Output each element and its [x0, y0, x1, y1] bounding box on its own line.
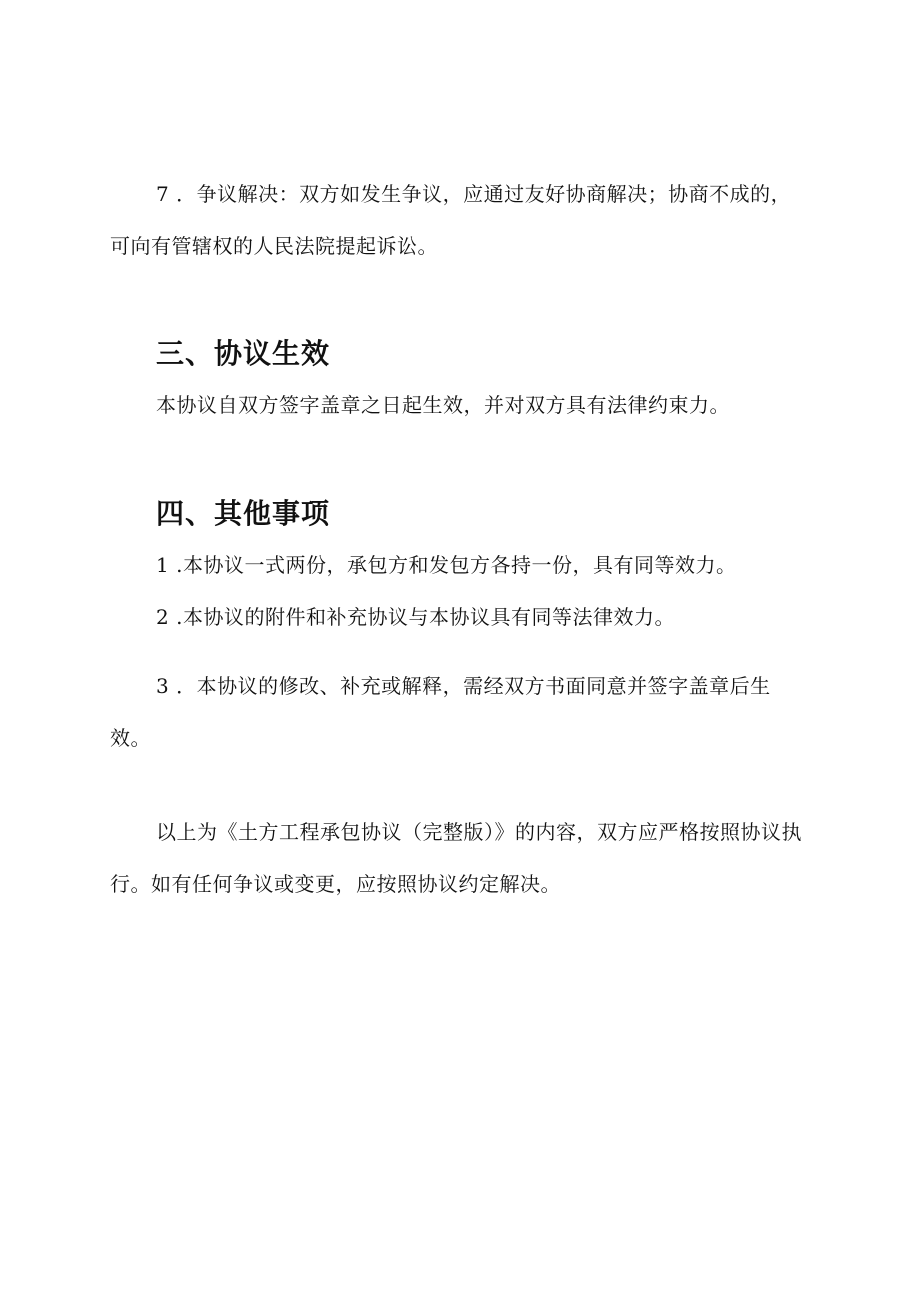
section-4-item-1: 1 .本协议一式两份，承包方和发包方各持一份，具有同等效力。 [156, 553, 737, 577]
section-3-body: 本协议自双方签字盖章之日起生效，并对双方具有法律约束力。 [156, 393, 730, 417]
section-4-heading: 四、其他事项 [156, 497, 331, 530]
closing-paragraph: 以上为《土方工程承包协议（完整版）》的内容，双方应严格按照协议执行。如有任何争议或变更，应按照协议约定解决。 [110, 820, 802, 896]
section-4-item-2: 2 .本协议的附件和补充协议与本协议具有同等法律效力。 [156, 605, 675, 629]
clause-7-dispute-resolution: 7 ．争议解决：双方如发生争议，应通过友好协商解决；协商不成的，可向有管辖权的人民法院提起诉讼。 [110, 182, 792, 258]
section-3-heading: 三、协议生效 [156, 337, 331, 370]
section-4-item-3: 3 ．本协议的修改、补充或解释，需经双方书面同意并签字盖章后生效。 [110, 674, 771, 750]
